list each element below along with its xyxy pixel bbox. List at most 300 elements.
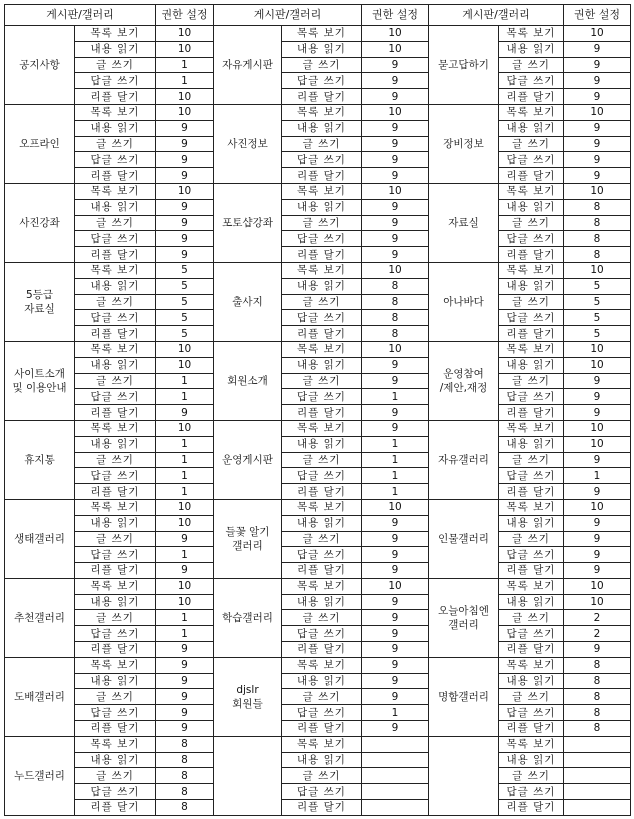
permission-level: 9 (564, 120, 631, 136)
permission-label: 리플 달기 (499, 563, 564, 579)
permission-label: 목록 보기 (282, 26, 362, 42)
permission-label: 목록 보기 (282, 657, 362, 673)
header-board-3: 게시판/갤러리 (429, 5, 564, 26)
permission-label: 내용 읽기 (75, 673, 156, 689)
permission-label: 글 쓰기 (282, 452, 362, 468)
permission-level: 10 (564, 594, 631, 610)
permission-label: 글 쓰기 (75, 689, 156, 705)
board-name-cell (5, 262, 75, 341)
board-name: 포토샵강좌 (222, 216, 273, 229)
permission-level: 9 (362, 673, 429, 689)
permission-label: 리플 달기 (282, 563, 362, 579)
table-row (5, 578, 631, 594)
permission-level: 1 (362, 452, 429, 468)
permission-level: 1 (156, 389, 214, 405)
permission-label: 답글 쓰기 (282, 468, 362, 484)
permission-label: 내용 읽기 (282, 673, 362, 689)
permission-label: 내용 읽기 (282, 752, 362, 768)
permission-level: 10 (156, 26, 214, 42)
permission-level (564, 800, 631, 816)
permission-level: 8 (362, 310, 429, 326)
permission-level: 8 (362, 278, 429, 294)
board-name-cell (429, 499, 499, 578)
permission-label: 리플 달기 (282, 721, 362, 737)
permission-label: 리플 달기 (499, 326, 564, 342)
board-name: 공지사항 (19, 58, 60, 71)
permission-label: 리플 달기 (499, 168, 564, 184)
permission-level: 10 (362, 183, 429, 199)
permission-level: 10 (564, 420, 631, 436)
permission-label: 리플 달기 (75, 326, 156, 342)
permission-label: 리플 달기 (282, 168, 362, 184)
board-name-cell (429, 657, 499, 736)
permission-level: 10 (156, 594, 214, 610)
table-row (5, 57, 631, 73)
board-name: 아나바다 (443, 295, 484, 308)
permission-level: 8 (564, 657, 631, 673)
board-name: 사진강좌 (19, 216, 60, 229)
permission-label: 답글 쓰기 (282, 626, 362, 642)
table-row (5, 215, 631, 231)
permission-label: 글 쓰기 (499, 531, 564, 547)
table-row (5, 515, 631, 531)
permission-level: 10 (362, 499, 429, 515)
permission-label: 목록 보기 (75, 578, 156, 594)
permission-label: 리플 달기 (75, 89, 156, 105)
board-name-cell (5, 183, 75, 262)
permission-label: 글 쓰기 (499, 689, 564, 705)
permission-label: 글 쓰기 (282, 373, 362, 389)
permission-level: 9 (362, 357, 429, 373)
permission-label: 글 쓰기 (499, 215, 564, 231)
table-row (5, 594, 631, 610)
permission-level: 9 (564, 405, 631, 421)
permission-label: 글 쓰기 (75, 294, 156, 310)
permission-table (4, 4, 631, 816)
permission-level: 9 (156, 168, 214, 184)
permission-level (564, 784, 631, 800)
permission-label: 답글 쓰기 (499, 231, 564, 247)
permission-label: 글 쓰기 (499, 294, 564, 310)
permission-label: 답글 쓰기 (499, 705, 564, 721)
table-row (5, 468, 631, 484)
permission-level: 9 (156, 657, 214, 673)
permission-label: 리플 달기 (75, 247, 156, 263)
table-row (5, 563, 631, 579)
permission-label: 글 쓰기 (499, 610, 564, 626)
permission-level: 9 (362, 563, 429, 579)
table-row (5, 721, 631, 737)
header-permission-2: 권한 설정 (362, 5, 429, 26)
permission-level: 9 (564, 389, 631, 405)
permission-label: 목록 보기 (75, 736, 156, 752)
permission-label: 목록 보기 (499, 736, 564, 752)
permission-label: 리플 달기 (499, 484, 564, 500)
permission-label: 리플 달기 (499, 247, 564, 263)
permission-level: 1 (156, 626, 214, 642)
board-name-cell (429, 420, 499, 499)
board-name: 장비정보 (443, 137, 484, 150)
permission-label: 목록 보기 (75, 104, 156, 120)
table-row (5, 547, 631, 563)
permission-level: 5 (564, 310, 631, 326)
permission-level: 9 (564, 89, 631, 105)
permission-label: 답글 쓰기 (282, 389, 362, 405)
permission-label: 글 쓰기 (282, 294, 362, 310)
permission-label: 내용 읽기 (499, 120, 564, 136)
table-row (5, 183, 631, 199)
board-name: 추천갤러리 (14, 611, 65, 624)
permission-label: 글 쓰기 (75, 768, 156, 784)
permission-level: 10 (564, 436, 631, 452)
permission-level: 9 (156, 563, 214, 579)
header-board-2: 게시판/갤러리 (214, 5, 362, 26)
permission-level: 10 (362, 578, 429, 594)
permission-level: 9 (362, 73, 429, 89)
table-row (5, 673, 631, 689)
permission-level: 10 (156, 499, 214, 515)
board-name-cell (429, 341, 499, 420)
permission-level: 9 (362, 215, 429, 231)
permission-label: 글 쓰기 (75, 57, 156, 73)
permission-level: 1 (156, 73, 214, 89)
permission-level: 9 (362, 373, 429, 389)
permission-level: 9 (362, 152, 429, 168)
permission-level: 8 (156, 768, 214, 784)
permission-level: 8 (156, 784, 214, 800)
board-name: 운영게시판 (222, 453, 273, 466)
table-row (5, 452, 631, 468)
permission-label: 내용 읽기 (75, 41, 156, 57)
permission-label: 내용 읽기 (282, 436, 362, 452)
permission-label: 글 쓰기 (282, 689, 362, 705)
permission-level: 10 (564, 104, 631, 120)
permission-label: 글 쓰기 (499, 768, 564, 784)
permission-level: 10 (156, 420, 214, 436)
permission-level: 9 (362, 199, 429, 215)
permission-level: 9 (156, 642, 214, 658)
permission-level: 10 (156, 341, 214, 357)
permission-level: 9 (156, 231, 214, 247)
permission-label: 목록 보기 (499, 341, 564, 357)
board-name-cell (214, 183, 282, 262)
permission-level: 9 (362, 626, 429, 642)
table-row (5, 294, 631, 310)
permission-level: 8 (564, 689, 631, 705)
permission-level: 9 (156, 405, 214, 421)
permission-label: 내용 읽기 (499, 278, 564, 294)
permission-level: 8 (564, 705, 631, 721)
permission-label: 목록 보기 (282, 183, 362, 199)
permission-label: 목록 보기 (499, 657, 564, 673)
permission-level: 10 (156, 515, 214, 531)
permission-label: 리플 달기 (75, 563, 156, 579)
permission-label: 답글 쓰기 (75, 547, 156, 563)
permission-level: 9 (564, 373, 631, 389)
permission-level: 8 (156, 736, 214, 752)
permission-level: 9 (362, 642, 429, 658)
permission-level: 10 (362, 41, 429, 57)
permission-label: 답글 쓰기 (75, 152, 156, 168)
permission-label: 답글 쓰기 (282, 231, 362, 247)
permission-level: 10 (156, 357, 214, 373)
board-name-cell (214, 26, 282, 105)
permission-level: 9 (362, 136, 429, 152)
table-row (5, 247, 631, 263)
board-name-cell (429, 736, 499, 815)
header-row (5, 5, 631, 26)
board-name: 생태갤러리 (14, 532, 65, 545)
board-name: 자유게시판 (222, 58, 273, 71)
permission-level: 10 (564, 578, 631, 594)
permission-level: 9 (362, 721, 429, 737)
permission-level (564, 768, 631, 784)
permission-level: 8 (564, 199, 631, 215)
board-name: 명함갤러리 (438, 690, 489, 703)
permission-label: 답글 쓰기 (282, 784, 362, 800)
header-board-1: 게시판/갤러리 (5, 5, 156, 26)
board-name-cell (214, 657, 282, 736)
permission-label: 목록 보기 (75, 420, 156, 436)
board-name-cell (214, 578, 282, 657)
permission-level: 1 (156, 57, 214, 73)
board-name: 자료실 (24, 302, 55, 315)
table-row (5, 689, 631, 705)
permission-level: 10 (362, 262, 429, 278)
table-row (5, 484, 631, 500)
table-row (5, 768, 631, 784)
permission-level: 8 (564, 215, 631, 231)
permission-level: 5 (156, 278, 214, 294)
permission-label: 답글 쓰기 (75, 231, 156, 247)
permission-label: 내용 읽기 (75, 278, 156, 294)
permission-label: 목록 보기 (499, 499, 564, 515)
permission-level: 10 (362, 341, 429, 357)
permission-level: 9 (156, 247, 214, 263)
permission-level: 9 (362, 231, 429, 247)
permission-label: 리플 달기 (75, 642, 156, 658)
permission-label: 내용 읽기 (499, 357, 564, 373)
permission-level: 1 (564, 468, 631, 484)
permission-level (362, 800, 429, 816)
table-row (5, 642, 631, 658)
permission-level: 9 (156, 721, 214, 737)
permission-level: 9 (564, 563, 631, 579)
table-row (5, 405, 631, 421)
permission-level (564, 736, 631, 752)
table-row (5, 373, 631, 389)
permission-label: 목록 보기 (282, 499, 362, 515)
table-row (5, 26, 631, 42)
permission-level: 9 (564, 168, 631, 184)
table-row (5, 168, 631, 184)
board-name-cell (429, 104, 499, 183)
board-name: /제안,재정 (439, 381, 488, 394)
permission-level: 10 (564, 183, 631, 199)
permission-label: 리플 달기 (282, 484, 362, 500)
permission-level: 10 (156, 89, 214, 105)
board-name-cell (5, 499, 75, 578)
permission-label: 목록 보기 (75, 262, 156, 278)
permission-level: 9 (362, 405, 429, 421)
table-row (5, 310, 631, 326)
table-row (5, 420, 631, 436)
table-row (5, 389, 631, 405)
permission-label: 글 쓰기 (499, 452, 564, 468)
board-name-cell (5, 657, 75, 736)
permission-level (362, 784, 429, 800)
permission-level: 5 (156, 310, 214, 326)
permission-label: 리플 달기 (282, 642, 362, 658)
board-name-cell (214, 262, 282, 341)
board-name-cell (5, 104, 75, 183)
permission-label: 목록 보기 (499, 262, 564, 278)
board-name: 및 이용안내 (12, 381, 67, 394)
permission-label: 리플 달기 (282, 405, 362, 421)
permission-label: 내용 읽기 (282, 594, 362, 610)
permission-level: 8 (564, 247, 631, 263)
permission-label: 답글 쓰기 (499, 389, 564, 405)
permission-level: 10 (564, 357, 631, 373)
permission-level: 10 (564, 499, 631, 515)
permission-level: 1 (156, 547, 214, 563)
permission-level: 9 (362, 610, 429, 626)
board-name-cell (5, 420, 75, 499)
permission-level: 9 (156, 120, 214, 136)
permission-level: 1 (156, 610, 214, 626)
permission-level: 5 (156, 326, 214, 342)
board-name-cell (429, 183, 499, 262)
table-row (5, 199, 631, 215)
permission-level: 1 (156, 436, 214, 452)
permission-level: 9 (564, 452, 631, 468)
board-name: djslr (236, 683, 259, 696)
permission-label: 답글 쓰기 (75, 73, 156, 89)
permission-level: 9 (362, 594, 429, 610)
permission-level: 9 (156, 215, 214, 231)
permission-label: 글 쓰기 (499, 57, 564, 73)
permission-label: 목록 보기 (282, 341, 362, 357)
board-name-cell (429, 578, 499, 657)
permission-label: 내용 읽기 (499, 594, 564, 610)
permission-level: 9 (564, 547, 631, 563)
board-name-cell (214, 736, 282, 815)
permission-label: 답글 쓰기 (282, 310, 362, 326)
board-name: 자유갤러리 (438, 453, 489, 466)
table-row (5, 152, 631, 168)
permission-level: 9 (362, 531, 429, 547)
permission-label: 목록 보기 (282, 736, 362, 752)
permission-label: 내용 읽기 (75, 120, 156, 136)
permission-label: 목록 보기 (75, 341, 156, 357)
table-row (5, 499, 631, 515)
permission-label: 글 쓰기 (282, 57, 362, 73)
permission-level: 1 (362, 484, 429, 500)
permission-level: 1 (156, 468, 214, 484)
permission-level: 8 (156, 800, 214, 816)
permission-label: 목록 보기 (75, 657, 156, 673)
permission-label: 답글 쓰기 (282, 152, 362, 168)
table-body (5, 26, 631, 816)
permission-label: 리플 달기 (282, 800, 362, 816)
permission-label: 내용 읽기 (282, 515, 362, 531)
permission-label: 글 쓰기 (282, 531, 362, 547)
permission-label: 내용 읽기 (499, 752, 564, 768)
board-name: 오프라인 (19, 137, 60, 150)
permission-label: 답글 쓰기 (75, 310, 156, 326)
permission-label: 목록 보기 (499, 104, 564, 120)
permission-level: 5 (564, 294, 631, 310)
table-row (5, 357, 631, 373)
permission-label: 답글 쓰기 (75, 784, 156, 800)
permission-label: 목록 보기 (499, 578, 564, 594)
permission-label: 내용 읽기 (75, 357, 156, 373)
permission-label: 목록 보기 (499, 420, 564, 436)
permission-level: 10 (156, 578, 214, 594)
table-row (5, 752, 631, 768)
table-row (5, 800, 631, 816)
permission-label: 내용 읽기 (282, 357, 362, 373)
table-row (5, 736, 631, 752)
permission-level: 1 (362, 436, 429, 452)
board-name: 회원소개 (227, 374, 268, 387)
board-name: 묻고답하기 (438, 58, 489, 71)
permission-label: 내용 읽기 (282, 278, 362, 294)
permission-level: 9 (362, 57, 429, 73)
permission-label: 리플 달기 (75, 800, 156, 816)
permission-label: 답글 쓰기 (499, 468, 564, 484)
permission-label: 내용 읽기 (75, 515, 156, 531)
permission-label: 내용 읽기 (499, 515, 564, 531)
permission-level: 9 (362, 547, 429, 563)
permission-level (564, 752, 631, 768)
table-row (5, 657, 631, 673)
board-name: 갤러리 (448, 618, 479, 631)
permission-label: 내용 읽기 (75, 752, 156, 768)
permission-label: 리플 달기 (499, 721, 564, 737)
permission-label: 리플 달기 (282, 247, 362, 263)
permission-level: 10 (362, 26, 429, 42)
permission-level: 5 (156, 294, 214, 310)
permission-level: 10 (564, 26, 631, 42)
permission-level: 10 (156, 41, 214, 57)
permission-label: 리플 달기 (75, 721, 156, 737)
board-name-cell (429, 262, 499, 341)
permission-label: 답글 쓰기 (499, 310, 564, 326)
table-row (5, 136, 631, 152)
permission-level: 9 (564, 41, 631, 57)
permission-level: 9 (564, 531, 631, 547)
permission-label: 리플 달기 (282, 89, 362, 105)
permission-label: 답글 쓰기 (499, 73, 564, 89)
permission-level: 9 (156, 199, 214, 215)
table-row (5, 120, 631, 136)
board-name-cell (5, 736, 75, 815)
table-row (5, 231, 631, 247)
permission-label: 글 쓰기 (282, 215, 362, 231)
table-row (5, 262, 631, 278)
permission-label: 내용 읽기 (499, 199, 564, 215)
permission-label: 답글 쓰기 (499, 152, 564, 168)
board-name-cell (214, 104, 282, 183)
table-row (5, 436, 631, 452)
permission-level (362, 752, 429, 768)
board-name-cell (5, 578, 75, 657)
permission-level: 8 (362, 326, 429, 342)
table-row (5, 104, 631, 120)
table-row (5, 89, 631, 105)
permission-label: 목록 보기 (75, 26, 156, 42)
